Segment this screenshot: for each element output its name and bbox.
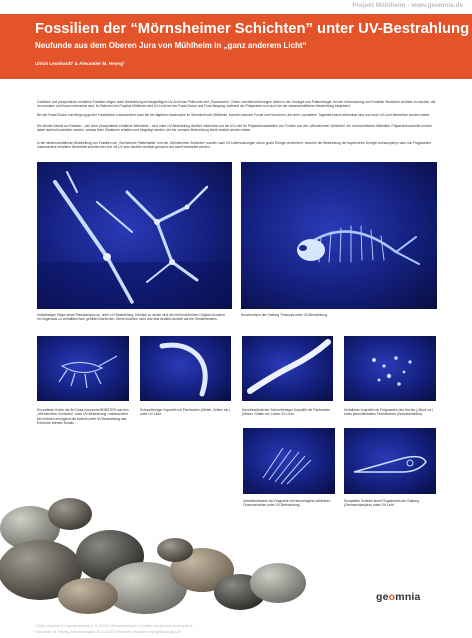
poster-subtitle: Neufunde aus dem Oberen Jura von Mühlheim in „ganz anderem Licht“ <box>35 41 307 50</box>
uv-photo-fish <box>241 162 437 309</box>
footer-line-1: ¹ Ulrich Leonhardt, Kapellenstrasse 2, D-97199 Oberreichenbach; Kontakt: info@ulrich-leonhardt.de <box>34 624 193 628</box>
decorative-pebbles <box>0 488 320 616</box>
fish-illustration <box>241 162 437 309</box>
caption-fin-fragment: Unbestimmbares Isu-Fragment mit hervorragend sichtbaren Flossenstrahlen unter UV-Beleuchtung. <box>243 499 331 508</box>
caption-coprolite-1: Schnurförmiger Koprolith mit Fischresten (Wirbel, Gräten etc.) unter UV-Licht. <box>140 408 231 417</box>
intro-paragraph-1: Calcitisch und phosphatisch erhaltene Fossilien zeigen unter Bestrahlung mit langwelligem UV-Licht das Phänomen der „Fluoreszenz“. Diese Leuchterscheinungen helfen in der Geologie und Paläontologie, bei der Untersuchung von Fossilien Strukturen sichtbar zu machen, die im normalen Licht kaum erkennbar sind. Im Rahmen des Projekts Mühlheim wird UV-Licht bei der Fossil-Suche und Fund-Bergung, während der Präparation und auch bei der wissenschaftlichen Bearbeitung eingesetzt. <box>37 100 436 109</box>
uv-photo-coprolite-2 <box>242 336 333 401</box>
caption-crab: Ein seltener Krebs der Art Dusa monocera MÜNSTER aus den „Mörnsheimer Schichten“ unter UV-Bestrahlung. Insbesondere bei Krebsen ermöglicht die Ansicht unter UV-Bestrahlung das Erkennen feinster Details. <box>37 408 129 425</box>
project-line: Projekt Mühlheim - www.geomnia.de <box>352 2 463 9</box>
coprolite-2-illustration <box>242 336 333 401</box>
footer-line-2: ² Alexander M. Heyng, Anemonstrasse 26, D-81371 München; Kontakt: heyng@umb-geo.de <box>34 630 181 634</box>
intro-paragraph-3: Die feinste Details an Fossilien – wie ohne phosphatisch erhaltene Weichteile – sind unter UV-Bestrahlung deutlich erkennbar und als UV-Licht für Präparationsarbeiten von Funden aus den „Mörnsheimer Schichten“ ein unverzichtbares Hilfsmittel. Präparationsschritte können dabei laufend kontrolliert werden, sodass feine Strukturen erhalten und freigelegt werden, die bei normaler Beleuchtung leicht zerstört worden wären. <box>37 124 433 133</box>
poster-header <box>0 14 472 79</box>
geomnia-logo: geomnia <box>376 591 421 603</box>
uv-photo-fin-fragment <box>243 428 335 494</box>
uv-photo-pterosaur-skull <box>344 428 436 494</box>
poster-title: Fossilien der “Mörnsheimer Schichten” unter UV-Bestrahlung <box>35 21 470 37</box>
crab-illustration <box>37 336 129 401</box>
uv-photo-coprolite-3 <box>344 336 436 401</box>
caption-coprolite-2: Dendritusähnlicher Schnurförmiger Koprolith mit Fischresten (Wirbel, Gräten etc.) unter UV-Licht. <box>242 408 331 417</box>
coprolite-3-illustration <box>344 336 436 401</box>
pterosaur-skull-illustration <box>344 428 436 494</box>
uv-photo-crab <box>37 336 129 401</box>
pterosaur-wing-illustration <box>37 162 232 309</box>
uv-photo-coprolite-1 <box>140 336 231 401</box>
intro-paragraph-2: Bei der Fossil-Suche und Bergung großer Fundstücke, insbesondere auch bei der täglichen Nachsuche im Sammlerbruch Mühlheim, konnten dadurch Funde zum Vorschein, die unter „normalem“ Tageslicht kaum erkennbar sind und ohne UV-Licht übersehen worden wären. <box>37 113 431 117</box>
intro-paragraph-4: In der wissenschaftlichen Bearbeitung von Fossilien der „Solnhofener Plattenkalke“ und der „Mörnsheimer Schichten“ wurden nach UV-Untersuchungen schon große Erfolge verzeichnet, etwa bei der Bearbeitung der bayerischen Urvögel Archaeopteryx oder von Flugsauriern. Insbesondere erhaltene Weichteile konnten hier erst mit UV sehr deutlich sichtbar gemacht und somit bearbeitet werden. <box>37 141 433 150</box>
poster-authors: Ulrich Leonhardt¹ & Alexander M. Heyng² <box>35 61 125 66</box>
caption-pterosaur-skull: Kompletter Schädel eines Flugsauriers der Gattung (Germanodactylus) unter UV-Licht. <box>344 499 419 508</box>
footer-contacts <box>34 623 193 635</box>
fin-fragment-illustration <box>243 428 335 494</box>
caption-pterosaur-wing: Vollständiger Flügel eines Pterodactylus sp. unter UV-Bestrahlung. Deutlich zu sehen sind die hell leuchtenden Original-Knochen im Gegensatz zu verkalkten bzw. gefüllten Bereichen. Diese leuchten nicht und sind deutlich dunkler als die Gesteinsmatrix. <box>37 313 225 322</box>
caption-coprolite-3: Zerfallener Koprolith mit Fragmenten des Hechts („Stück ca.) eines pleuroleistoiden Tinteniisches (Vexsiciantoidea). <box>344 408 433 417</box>
uv-photo-pterosaur-wing <box>37 162 232 309</box>
coprolite-1-illustration <box>140 336 231 401</box>
caption-fish: Knochenfisch der Gattung Thrissops unter UV-Bestrahlung. <box>241 313 328 317</box>
